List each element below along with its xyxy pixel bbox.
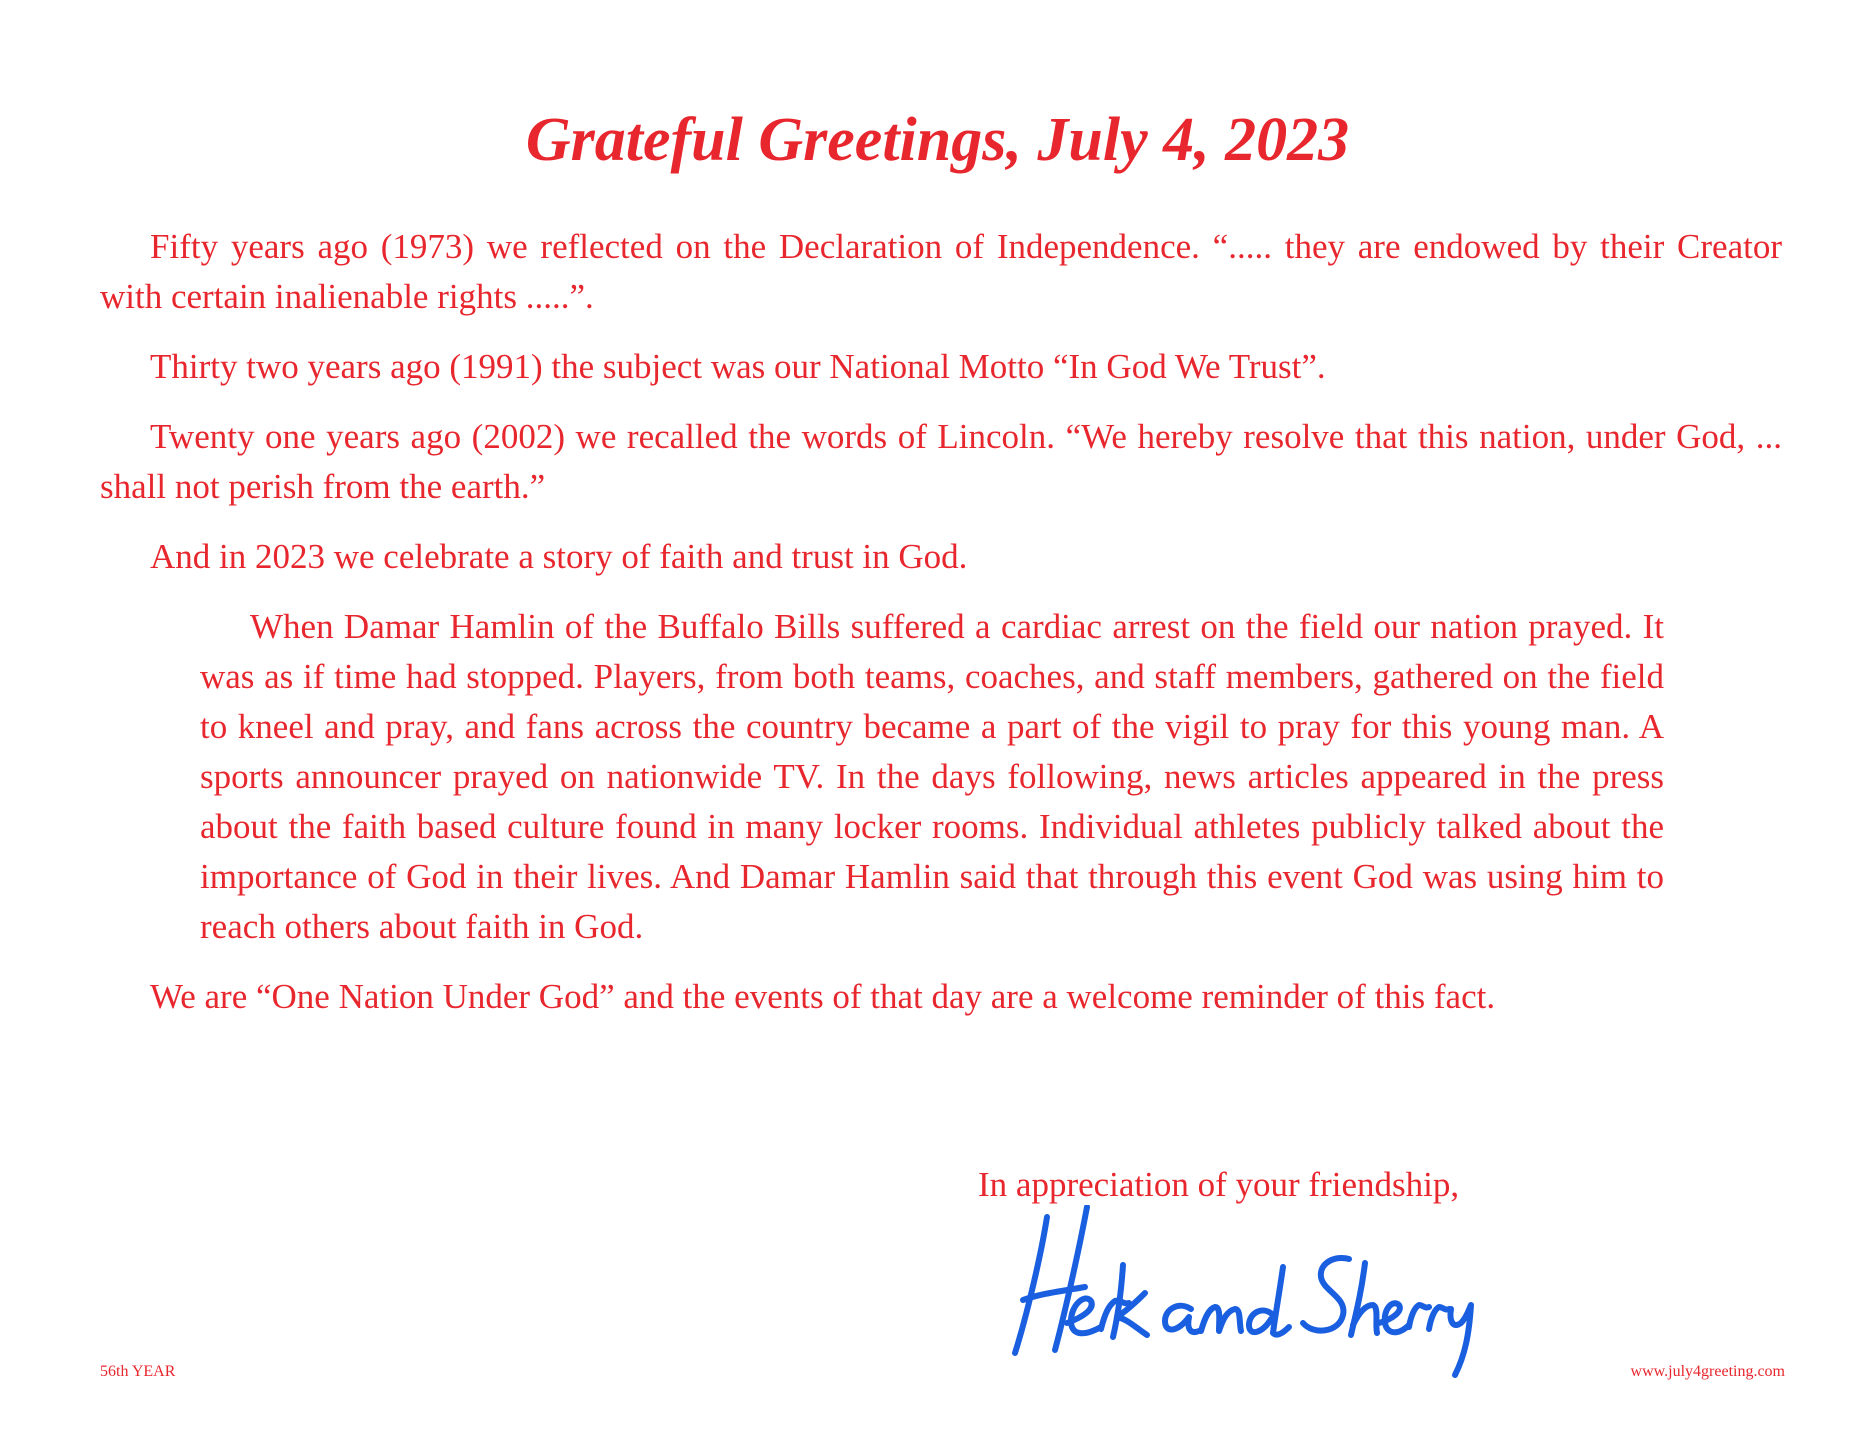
letter-body [100,222,1782,1042]
paragraph-final: We are “One Nation Under God” and the events of that day are a welcome reminder of this fact. [150,977,1496,1016]
closing-line: In appreciation of your friendship, [978,1165,1460,1204]
paragraph-1991: Thirty two years ago (1991) the subject was our National Motto “In God We Trust”. [150,347,1326,386]
footer-year-label: 56th YEAR [100,1363,176,1380]
page-title: Grateful Greetings, July 4, 2023 [525,106,1350,174]
paragraph-1973: Fifty years ago (1973) we reflected on the Declaration of Independence. “..... they are endowed by their Creator with certain inalienable rights .....”. [100,227,1782,316]
paragraph-2002: Twenty one years ago (2002) we recalled the words of Lincoln. “We hereby resolve that this nation, under God, ... shall not perish from the earth.” [100,417,1782,506]
handwritten-signature [1005,1205,1485,1380]
footer-website-link[interactable]: www.july4greeting.com [1630,1363,1785,1380]
story-block: When Damar Hamlin of the Buffalo Bills suffered a cardiac arrest on the field our nation prayed. It was as if time had stopped. Players, from both teams, coaches, and staff members, gathered on the field to kneel and pray, and fans across the country became a part of the vigil to pray for this young man. A sports announcer prayed on nationwide TV. In the days following, news articles appeared in the press about the faith based culture found in many locker rooms. Individual athletes publicly talked about the importance of God in their lives. And Damar Hamlin said that through this event God was using him to reach others about faith in God. [200,607,1664,946]
paragraph-2023: And in 2023 we celebrate a story of faith and trust in God. [150,537,968,576]
